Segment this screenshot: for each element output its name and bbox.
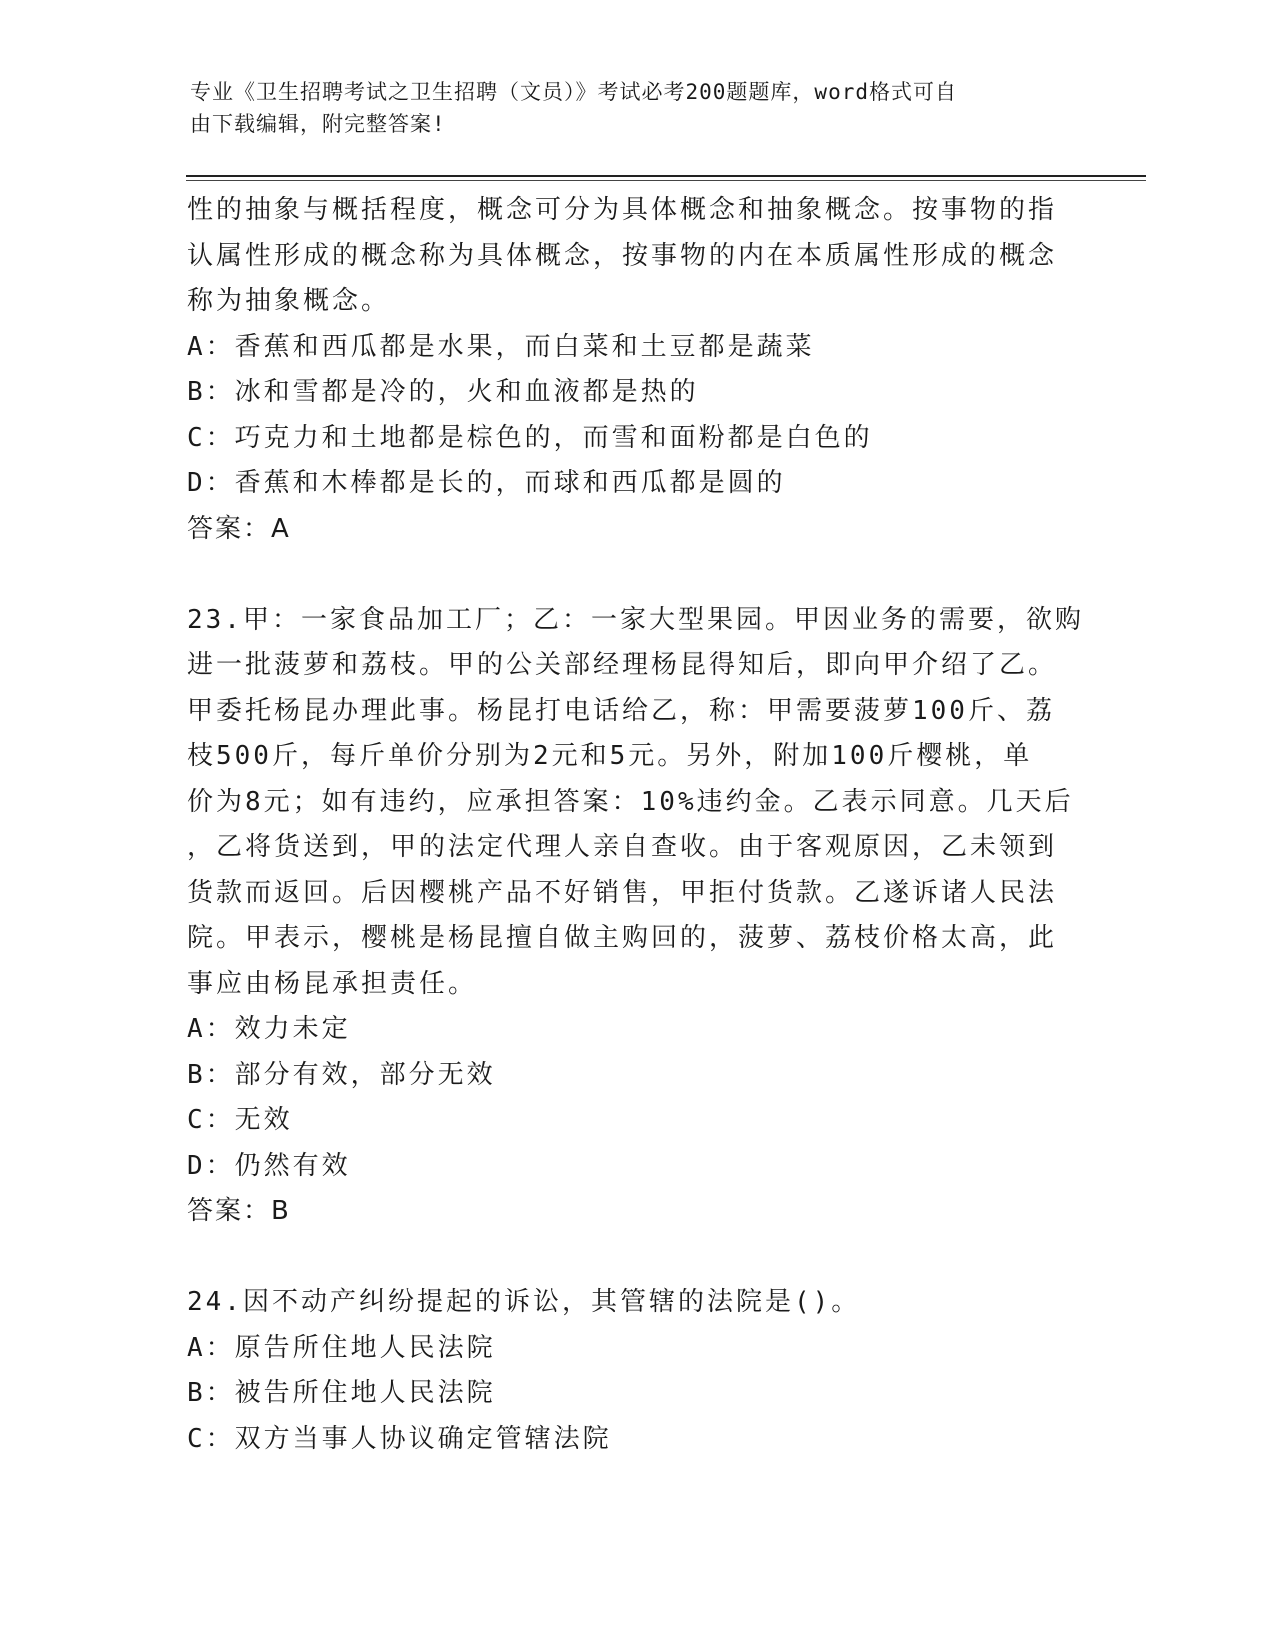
question-stem-line: 24.因不动产纠纷提起的诉讼，其管辖的法院是()。: [187, 1287, 861, 1317]
question-stem-line: 价为8元；如有违约，应承担答案：10%违约金。乙表示同意。几天后: [187, 786, 1074, 817]
question-23: [187, 598, 1087, 1235]
header-divider-thin: [186, 180, 1146, 181]
option-a: A：效力未定: [187, 1014, 351, 1044]
answer-line: 答案：A: [187, 513, 291, 544]
option-b: B：部分有效，部分无效: [187, 1059, 496, 1090]
question-stem-line: 货款而返回。后因樱桃产品不好销售，甲拒付货款。乙遂诉诸人民法: [187, 877, 1058, 908]
header-divider-thick: [186, 175, 1146, 177]
question-22: [187, 188, 1087, 552]
question-stem-line: 枝500斤，每斤单价分别为2元和5元。另外，附加100斤樱桃，单: [187, 741, 1033, 771]
option-b: B：被告所住地人民法院: [187, 1378, 496, 1408]
question-24: [187, 1280, 1087, 1462]
question-stem-line: 甲委托杨昆办理此事。杨昆打电话给乙，称：甲需要菠萝100斤、荔: [187, 695, 1055, 726]
spacer: [187, 552, 1087, 598]
question-stem-line: 称为抽象概念。: [187, 286, 391, 316]
question-stem-line: ，乙将货送到，甲的法定代理人亲自查收。由于客观原因，乙未领到: [187, 832, 1058, 862]
option-d: D：香蕉和木棒都是长的，而球和西瓜都是圆的: [187, 468, 786, 498]
answer-line: 答案：B: [187, 1196, 291, 1226]
question-stem-line: 23.甲：一家食品加工厂；乙：一家大型果园。甲因业务的需要，欲购: [187, 604, 1084, 635]
document-body: [187, 188, 1087, 1462]
option-c: C：巧克力和土地都是棕色的，而雪和面粉都是白色的: [187, 422, 873, 453]
question-stem-line: 事应由杨昆承担责任。: [187, 968, 478, 999]
spacer: [187, 1235, 1087, 1281]
option-d: D：仍然有效: [187, 1150, 351, 1181]
option-c: C：无效: [187, 1105, 293, 1135]
question-stem-line: 性的抽象与概括程度，概念可分为具体概念和抽象概念。按事物的指: [187, 195, 1058, 225]
question-stem-line: 进一批菠萝和荔枝。甲的公关部经理杨昆得知后，即向甲介绍了乙。: [187, 650, 1058, 680]
option-c: C：双方当事人协议确定管辖法院: [187, 1423, 612, 1454]
option-a: A：原告所住地人民法院: [187, 1332, 496, 1363]
question-stem-line: 院。甲表示，樱桃是杨昆擅自做主购回的，菠萝、荔枝价格太高，此: [187, 923, 1058, 953]
header-line-2: 由下载编辑，附完整答案!: [190, 112, 446, 136]
document-header: [190, 76, 1090, 140]
question-stem-line: 认属性形成的概念称为具体概念，按事物的内在本质属性形成的概念: [187, 240, 1058, 271]
option-b: B：冰和雪都是冷的，火和血液都是热的: [187, 377, 699, 407]
header-line-1: 专业《卫生招聘考试之卫生招聘（文员）》考试必考200题题库，word格式可自: [190, 80, 957, 104]
option-a: A：香蕉和西瓜都是水果，而白菜和土豆都是蔬菜: [187, 331, 815, 362]
